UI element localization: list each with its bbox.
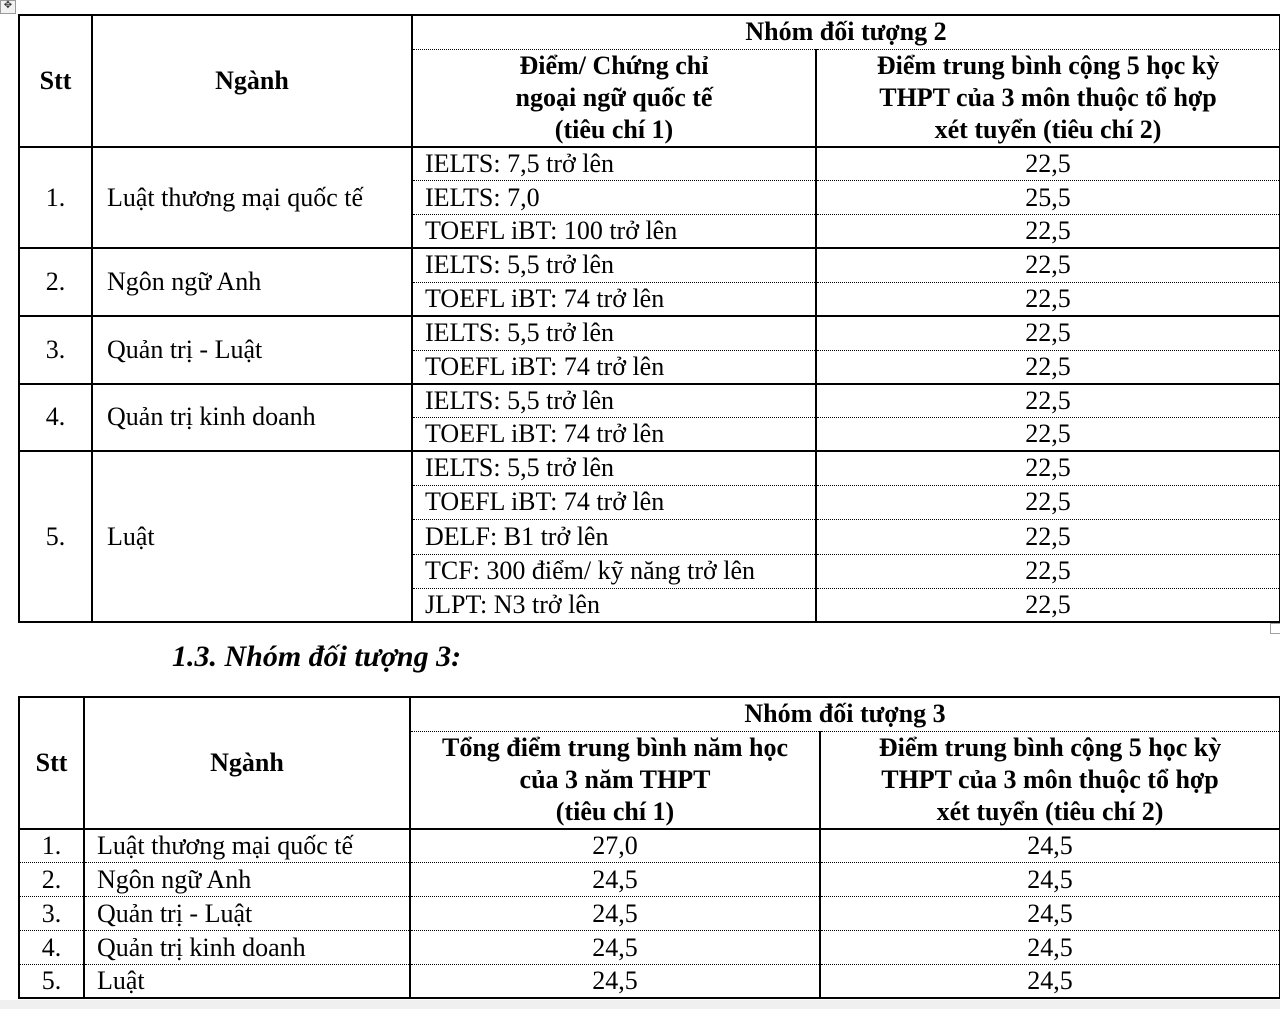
table-row — [19, 384, 1280, 418]
score-cell: 22,5 — [816, 350, 1280, 384]
criterion-2-score: 24,5 — [820, 931, 1280, 965]
cert-cell: TOEFL iBT: 74 trở lên — [412, 282, 816, 316]
row-stt: 2. — [19, 863, 84, 897]
row-nganh: Ngôn ngữ Anh — [92, 248, 412, 316]
header-criterion-1: Điểm/ Chứng chỉ ngoại ngữ quốc tế (tiêu chí 1) — [412, 49, 816, 147]
row-nganh: Quản trị kinh doanh — [84, 931, 410, 965]
criterion-2-score: 24,5 — [820, 897, 1280, 931]
cert-cell: IELTS: 7,5 trở lên — [412, 147, 816, 181]
row-stt: 4. — [19, 384, 92, 452]
row-nganh: Luật thương mại quốc tế — [84, 829, 410, 863]
score-cell: 22,5 — [816, 451, 1280, 485]
cert-cell: IELTS: 5,5 trở lên — [412, 451, 816, 485]
cert-cell: TOEFL iBT: 74 trở lên — [412, 350, 816, 384]
score-cell: 22,5 — [816, 316, 1280, 350]
header-nganh: Ngành — [92, 15, 412, 147]
row-stt: 1. — [19, 147, 92, 248]
table-row — [19, 316, 1280, 350]
table-row — [19, 863, 1280, 897]
header-nganh: Ngành — [84, 697, 410, 829]
row-nganh: Luật — [84, 965, 410, 999]
header-stt: Stt — [19, 697, 84, 829]
header-stt: Stt — [19, 15, 92, 147]
table-resize-handle[interactable] — [1270, 623, 1280, 634]
table-move-handle-icon[interactable]: ✥ — [0, 0, 16, 14]
section-heading: 1.3. Nhóm đối tượng 3: — [172, 640, 462, 673]
table-row — [19, 829, 1280, 863]
row-stt: 3. — [19, 316, 92, 384]
header-group: Nhóm đối tượng 3 — [410, 697, 1280, 731]
cert-cell: IELTS: 5,5 trở lên — [412, 316, 816, 350]
score-cell: 22,5 — [816, 384, 1280, 418]
score-cell: 22,5 — [816, 215, 1280, 249]
row-nganh: Ngôn ngữ Anh — [84, 863, 410, 897]
header-criterion-2: Điểm trung bình cộng 5 học kỳ THPT của 3 môn thuộc tổ hợp xét tuyển (tiêu chí 2) — [820, 731, 1280, 829]
cert-cell: IELTS: 5,5 trở lên — [412, 384, 816, 418]
cert-cell: IELTS: 5,5 trở lên — [412, 248, 816, 282]
page-bottom-edge — [0, 1000, 1280, 1009]
score-cell: 22,5 — [816, 554, 1280, 588]
criterion-2-score: 24,5 — [820, 965, 1280, 999]
table-row — [19, 451, 1280, 485]
criterion-1-score: 24,5 — [410, 897, 820, 931]
criterion-1-score: 24,5 — [410, 863, 820, 897]
cert-cell: TCF: 300 điểm/ kỹ năng trở lên — [412, 554, 816, 588]
table-row — [19, 147, 1280, 181]
cert-cell: TOEFL iBT: 74 trở lên — [412, 485, 816, 519]
score-cell: 22,5 — [816, 147, 1280, 181]
row-stt: 3. — [19, 897, 84, 931]
score-cell: 25,5 — [816, 181, 1280, 215]
score-cell: 22,5 — [816, 519, 1280, 554]
row-stt: 5. — [19, 965, 84, 999]
cert-cell: IELTS: 7,0 — [412, 181, 816, 215]
table-row — [19, 965, 1280, 999]
row-stt: 1. — [19, 829, 84, 863]
score-cell: 22,5 — [816, 248, 1280, 282]
row-stt: 2. — [19, 248, 92, 316]
cert-cell: DELF: B1 trở lên — [412, 519, 816, 554]
table-group-3 — [18, 696, 1280, 999]
criterion-1-score: 27,0 — [410, 829, 820, 863]
criterion-1-score: 24,5 — [410, 931, 820, 965]
score-cell: 22,5 — [816, 282, 1280, 316]
header-group: Nhóm đối tượng 2 — [412, 15, 1280, 49]
table-row — [19, 248, 1280, 282]
score-cell: 22,5 — [816, 588, 1280, 622]
cert-cell: JLPT: N3 trở lên — [412, 588, 816, 622]
criterion-2-score: 24,5 — [820, 829, 1280, 863]
row-nganh: Luật thương mại quốc tế — [92, 147, 412, 248]
cert-cell: TOEFL iBT: 74 trở lên — [412, 418, 816, 452]
table-row — [19, 897, 1280, 931]
row-nganh: Quản trị - Luật — [92, 316, 412, 384]
row-nganh: Quản trị kinh doanh — [92, 384, 412, 452]
table-row — [19, 931, 1280, 965]
header-criterion-1: Tổng điểm trung bình năm học của 3 năm THPT (tiêu chí 1) — [410, 731, 820, 829]
row-stt: 5. — [19, 451, 92, 622]
row-stt: 4. — [19, 931, 84, 965]
score-cell: 22,5 — [816, 485, 1280, 519]
header-criterion-2: Điểm trung bình cộng 5 học kỳ THPT của 3 môn thuộc tổ hợp xét tuyển (tiêu chí 2) — [816, 49, 1280, 147]
score-cell: 22,5 — [816, 418, 1280, 452]
criterion-1-score: 24,5 — [410, 965, 820, 999]
cert-cell: TOEFL iBT: 100 trở lên — [412, 215, 816, 249]
criterion-2-score: 24,5 — [820, 863, 1280, 897]
table-group-2 — [18, 14, 1280, 623]
row-nganh: Quản trị - Luật — [84, 897, 410, 931]
row-nganh: Luật — [92, 451, 412, 622]
